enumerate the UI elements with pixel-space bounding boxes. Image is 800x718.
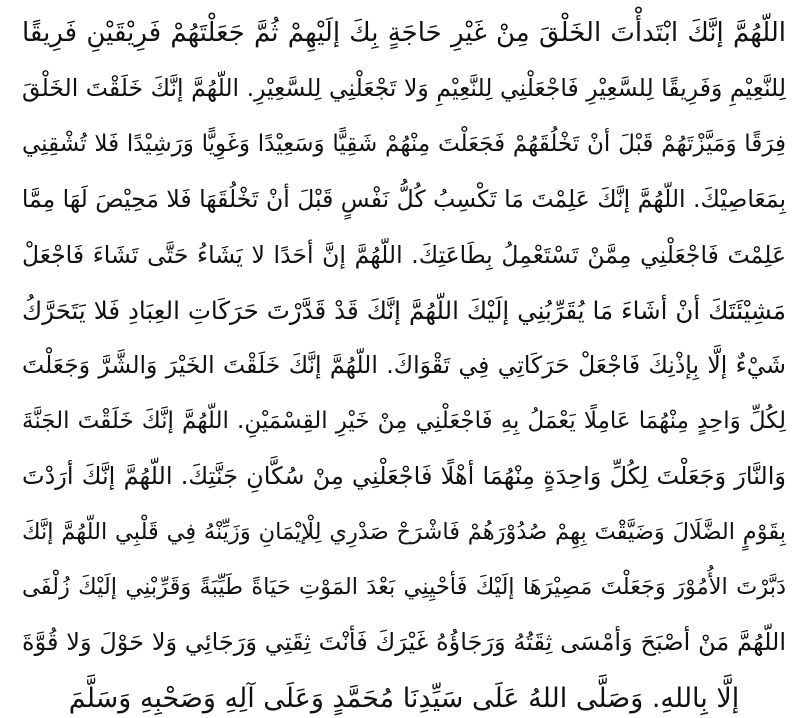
- text-line: شَيْءٌ إلَّا بِإذْنِكَ فَاجْعَلْ حَرَكَاتِي فِي تَقْوَاكَ. اللّهُمَّ إنَّكَ خَلَقْتَ الخَيْرَ وَالشَّرَّ وَجَعَلْتَ: [22, 351, 786, 380]
- text-line: بِمَعَاصِيْكَ. اللّهُمَّ إنَّكَ عَلِمْتَ مَا تَكْسِبُ كُلُّ نَفْسٍ قَبْلَ أنْ تَخْلُقَهَا فَلا مَحِيْصَ لَهَا مِمَّا: [22, 185, 786, 214]
- text-line: اللّهُمَّ إنَّكَ ابْتَدأْتَ الخَلْقَ مِنْ غَيْرِ حَاجَةٍ بِكَ إلَيْهِمْ ثُمَّ جَعَلْتَهُمْ فَرِيْقَيْنِ فَرِيقًا: [22, 18, 786, 48]
- text-line: فِرَقًا وَمَيَّزْتَهُمْ قَبْلَ أنْ تَخْلُقَهُمْ فَجَعَلْتَ مِنْهُمْ شَقِيًّا وَسَعِيْدًا وَغَوِيًّا وَرَشِيْدًا فَلا تُشْقِنِي: [22, 130, 786, 157]
- text-line: عَلِمْتَ فَاجْعَلْنِي مِمَّنْ تَسْتَعْمِلُ بِطَاعَتِكَ. اللّهُمَّ إنَّ أحَدًا لا يَشَاءُ حَتَّى تَشَاءَ فَاجْعَلْ: [22, 240, 786, 269]
- text-line: دَبَّرْتَ الأُمُوْرَ وَجَعَلْتَ مَصِيْرَهَا إلَيْكَ فَأحْيِنِي بَعْدَ المَوْتِ حَيَاةً طَيِّبَةً وَقَرِّبْنِي إلَيْكَ زُلْفَى: [22, 573, 786, 600]
- text-line: وَالنَّارَ وَجَعَلْتَ لِكُلِّ وَاحِدَةٍ مِنْهُمَا أهْلًا فَاجْعَلْنِي مِنْ سُكَّانِ جَنَّتِكَ. اللّهُمَّ إنَّكَ أرَدْتَ: [22, 462, 786, 491]
- prayer-text: [22, 6, 786, 718]
- text-line: اللّهُمَّ مَنْ أصْبَحَ وَأمْسَى ثِقَتُهُ وَرَجَاؤُهُ غَيْرَكَ فَأنْتَ ثِقَتِي وَرَجَائِي وَلا حَوْلَ وَلا قُوَّةَ: [22, 628, 786, 657]
- text-line: إلَّا بِاللهِ. وَصَلَّى اللهُ عَلَى سَيِّدِنَا مُحَمَّدٍ وَعَلَى آلِهِ وَصَحْبِهِ وَسَلَّمَ: [68, 682, 740, 714]
- text-line: مَشِيْئَتَكَ أنْ أشَاءَ مَا يُقَرِّبُنِي إلَيْكَ اللّهُمَّ إنَّكَ قَدْ قَدَّرْتَ حَرَكَاتِ العِبَادِ فَلا يَتَحَرَّكُ: [22, 295, 786, 325]
- text-line: لِكُلِّ وَاحِدٍ مِنْهُمَا عَامِلًا يَعْمَلُ بِهِ فَاجْعَلْنِي مِنْ خَيْرِ القِسْمَيْنِ. اللّهُمَّ إنَّكَ خَلَقْتَ الجَنَّةَ: [22, 407, 786, 434]
- text-line: لِلنَّعِيْمِ وَفَرِيقًا لِلسَّعِيْرِ فَاجْعَلْنِي لِلنَّعِيْمِ وَلا تَجْعَلْنِي لِلسَّعِيْرِ. اللّهُمَّ إنَّكَ خَلَقْتَ الخَلْقَ: [22, 74, 786, 103]
- text-line: بِقَوْمٍ الضَّلَالَ وَضَيَّقْتَ بِهِمْ صُدُوْرَهُمْ فَاشْرَحْ صَدْرِي لِلْإيْمَانِ وَزَيِّنْهُ فِي قَلْبِي اللّهُمَّ إنَّكَ: [22, 518, 786, 545]
